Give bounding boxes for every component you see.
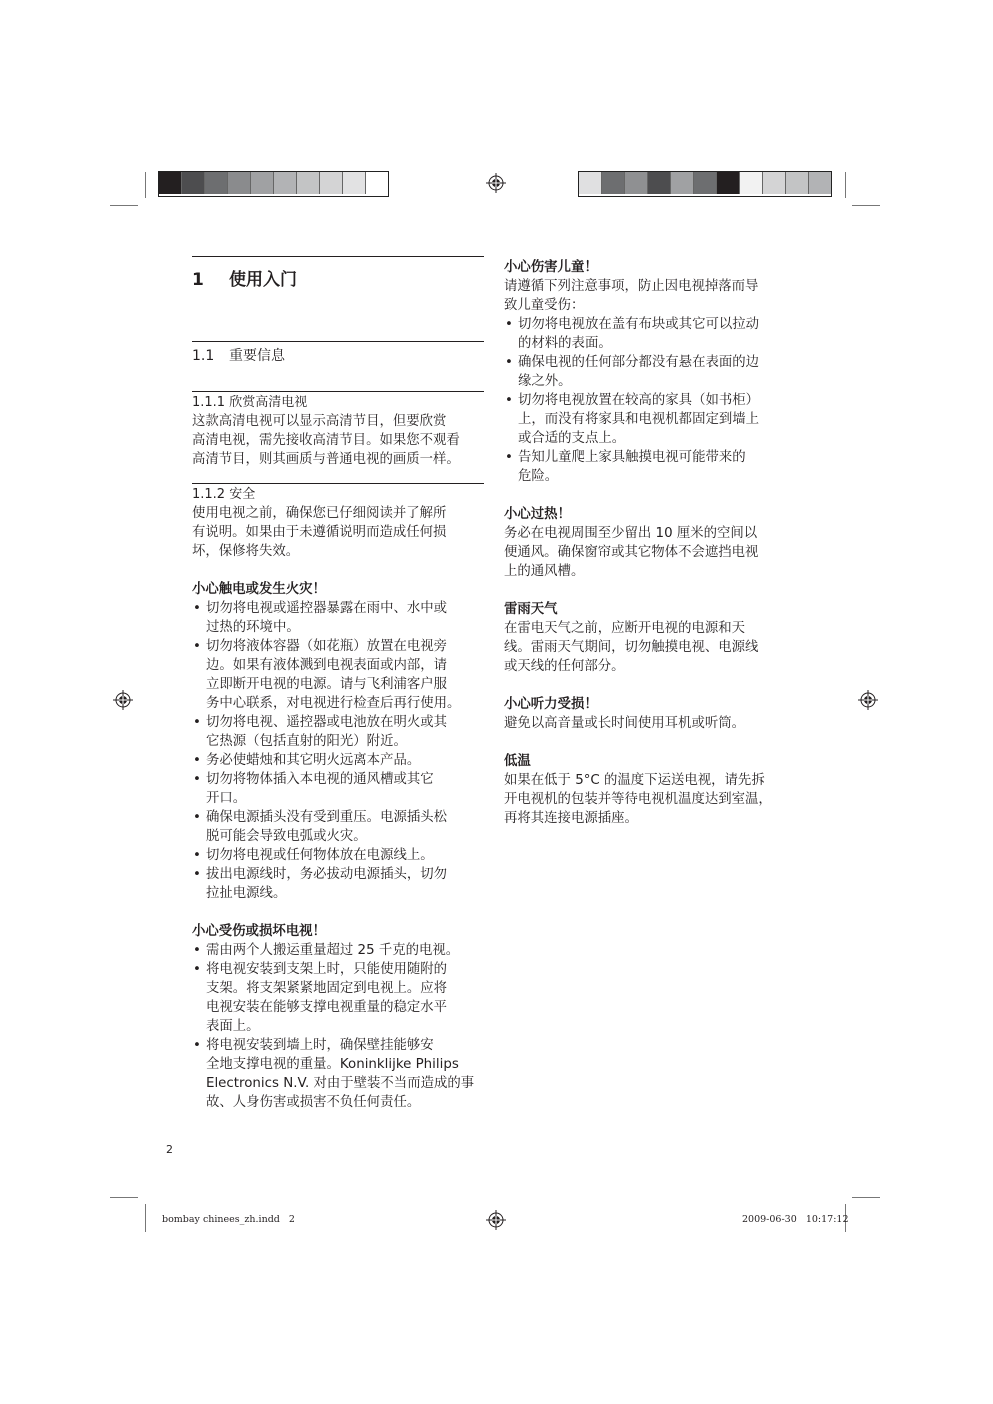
color-swatch xyxy=(205,172,228,194)
footer-timestamp: 2009-06-30 10:17:12 xyxy=(742,1214,849,1225)
color-swatch xyxy=(602,172,625,194)
right-column xyxy=(504,258,796,828)
crop-mark xyxy=(852,1197,880,1198)
color-swatch xyxy=(694,172,717,194)
crop-mark xyxy=(145,1204,146,1232)
chapter-title xyxy=(192,257,484,311)
color-swatch xyxy=(343,172,366,194)
registration-mark-icon xyxy=(113,690,133,710)
color-swatch xyxy=(786,172,809,194)
registration-mark-icon xyxy=(486,173,506,193)
color-swatch xyxy=(159,172,182,194)
list-item: • 将电视安装到墙上时，确保壁挂能够安 全地支撑电视的重量。Koninklijke Philips Electronics N.V. 对由于壁装不当而造成的事 故、人身伤害或损害不负任何责任。 xyxy=(192,1036,484,1112)
paragraph: 如果在低于 5°C 的温度下运送电视，请先拆 开电视机的包装并等待电视机温度达到室温， 再将其连接电源插座。 xyxy=(504,773,772,826)
list-item: • 确保电视的任何部分都没有悬在表面的边 缘之外。 xyxy=(504,353,796,391)
color-swatch xyxy=(274,172,297,194)
list-item: • 务必使蜡烛和其它明火远离本产品。 xyxy=(192,751,484,770)
left-column xyxy=(192,256,484,1112)
bullet-list xyxy=(504,315,796,486)
registration-mark-icon xyxy=(858,690,878,710)
color-swatch xyxy=(579,172,602,194)
paragraph: 这款高清电视可以显示高清节目，但要欣赏 高清电视，需先接收高清节目。如果您不观看 高清节目，则其画质与普通电视的画质一样。 xyxy=(192,414,460,467)
color-swatch xyxy=(625,172,648,194)
warning-heading: 小心听力受损！ xyxy=(504,697,598,712)
color-swatch xyxy=(366,172,388,194)
paragraph: 请遵循下列注意事项，防止因电视掉落而导 致儿童受伤： xyxy=(504,279,759,313)
color-swatch xyxy=(228,172,251,194)
color-swatch xyxy=(297,172,320,194)
chapter-number: 1 xyxy=(192,270,204,290)
color-swatch xyxy=(763,172,786,194)
color-swatch xyxy=(717,172,740,194)
paragraph: 避免以高音量或长时间使用耳机或听筒。 xyxy=(504,716,746,731)
bullet-list xyxy=(192,941,484,1112)
list-item: • 需由两个人搬运重量超过 25 千克的电视。 xyxy=(192,941,484,960)
subsection-title: 1.1.2 安全 xyxy=(192,487,256,502)
page-number: 2 xyxy=(166,1143,173,1156)
crop-mark xyxy=(852,205,880,206)
color-swatch xyxy=(809,172,831,194)
chapter-title-text: 使用入门 xyxy=(229,270,297,290)
warning-heading: 低温 xyxy=(504,754,531,769)
color-swatch xyxy=(740,172,763,194)
section-title-text: 重要信息 xyxy=(229,348,285,364)
warning-heading: 雷雨天气 xyxy=(504,602,558,617)
list-item: • 切勿将电视或遥控器暴露在雨中、水中或 过热的环境中。 xyxy=(192,599,484,637)
color-swatch xyxy=(648,172,671,194)
registration-mark-icon xyxy=(486,1210,506,1230)
crop-mark xyxy=(845,172,846,198)
list-item: • 切勿将电视放置在较高的家具（如书柜） 上，而没有将家具和电视机都固定到墙上 或合适的支点上。 xyxy=(504,391,796,448)
warning-heading: 小心受伤或损坏电视！ xyxy=(192,924,326,939)
warning-heading: 小心伤害儿童！ xyxy=(504,260,598,275)
section-number: 1.1 xyxy=(192,348,215,364)
subsection-title: 1.1.1 欣赏高清电视 xyxy=(192,395,308,410)
list-item: • 告知儿童爬上家具触摸电视可能带来的 危险。 xyxy=(504,448,796,486)
footer-filename: bombay chinees_zh.indd 2 xyxy=(162,1214,295,1225)
color-swatch xyxy=(251,172,274,194)
list-item: • 切勿将电视或任何物体放在电源线上。 xyxy=(192,846,484,865)
color-swatch xyxy=(320,172,343,194)
warning-heading: 小心触电或发生火灾！ xyxy=(192,582,326,597)
list-item: • 切勿将电视放在盖有布块或其它可以拉动 的材料的表面。 xyxy=(504,315,796,353)
list-item: • 切勿将电视、遥控器或电池放在明火或其 它热源（包括直射的阳光）附近。 xyxy=(192,713,484,751)
paragraph: 使用电视之前，确保您已仔细阅读并了解所 有说明。如果由于未遵循说明而造成任何损 坏，保修将失效。 xyxy=(192,506,447,559)
crop-mark xyxy=(145,172,146,198)
paragraph: 务必在电视周围至少留出 10 厘米的空间以 便通风。确保窗帘或其它物体不会遮挡电视 上的通风槽。 xyxy=(504,526,759,579)
bullet-list xyxy=(192,599,484,903)
warning-heading: 小心过热！ xyxy=(504,507,571,522)
section-title xyxy=(192,342,484,372)
color-swatch xyxy=(671,172,694,194)
crop-mark xyxy=(110,1197,138,1198)
color-swatch xyxy=(182,172,205,194)
list-item: • 将电视安装到支架上时，只能使用随附的 支架。将支架紧紧地固定到电视上。应将 电视安装在能够支撑电视重量的稳定水平 表面上。 xyxy=(192,960,484,1036)
crop-mark xyxy=(110,205,138,206)
color-bar-right xyxy=(578,171,832,197)
list-item: • 拔出电源线时，务必拔动电源插头，切勿 拉扯电源线。 xyxy=(192,865,484,903)
list-item: • 切勿将液体容器（如花瓶）放置在电视旁 边。如果有液体溅到电视表面或内部，请 立即断开电视的电源。请与飞利浦客户服 务中心联系，对电视进行检查后再行使用。 xyxy=(192,637,484,713)
paragraph: 在雷电天气之前，应断开电视的电源和天 线。雷雨天气期间，切勿触摸电视、电源线 或天线的任何部分。 xyxy=(504,621,759,674)
list-item: • 切勿将物体插入本电视的通风槽或其它 开口。 xyxy=(192,770,484,808)
color-bar-left xyxy=(158,171,389,197)
list-item: • 确保电源插头没有受到重压。电源插头松 脱可能会导致电弧或火灾。 xyxy=(192,808,484,846)
